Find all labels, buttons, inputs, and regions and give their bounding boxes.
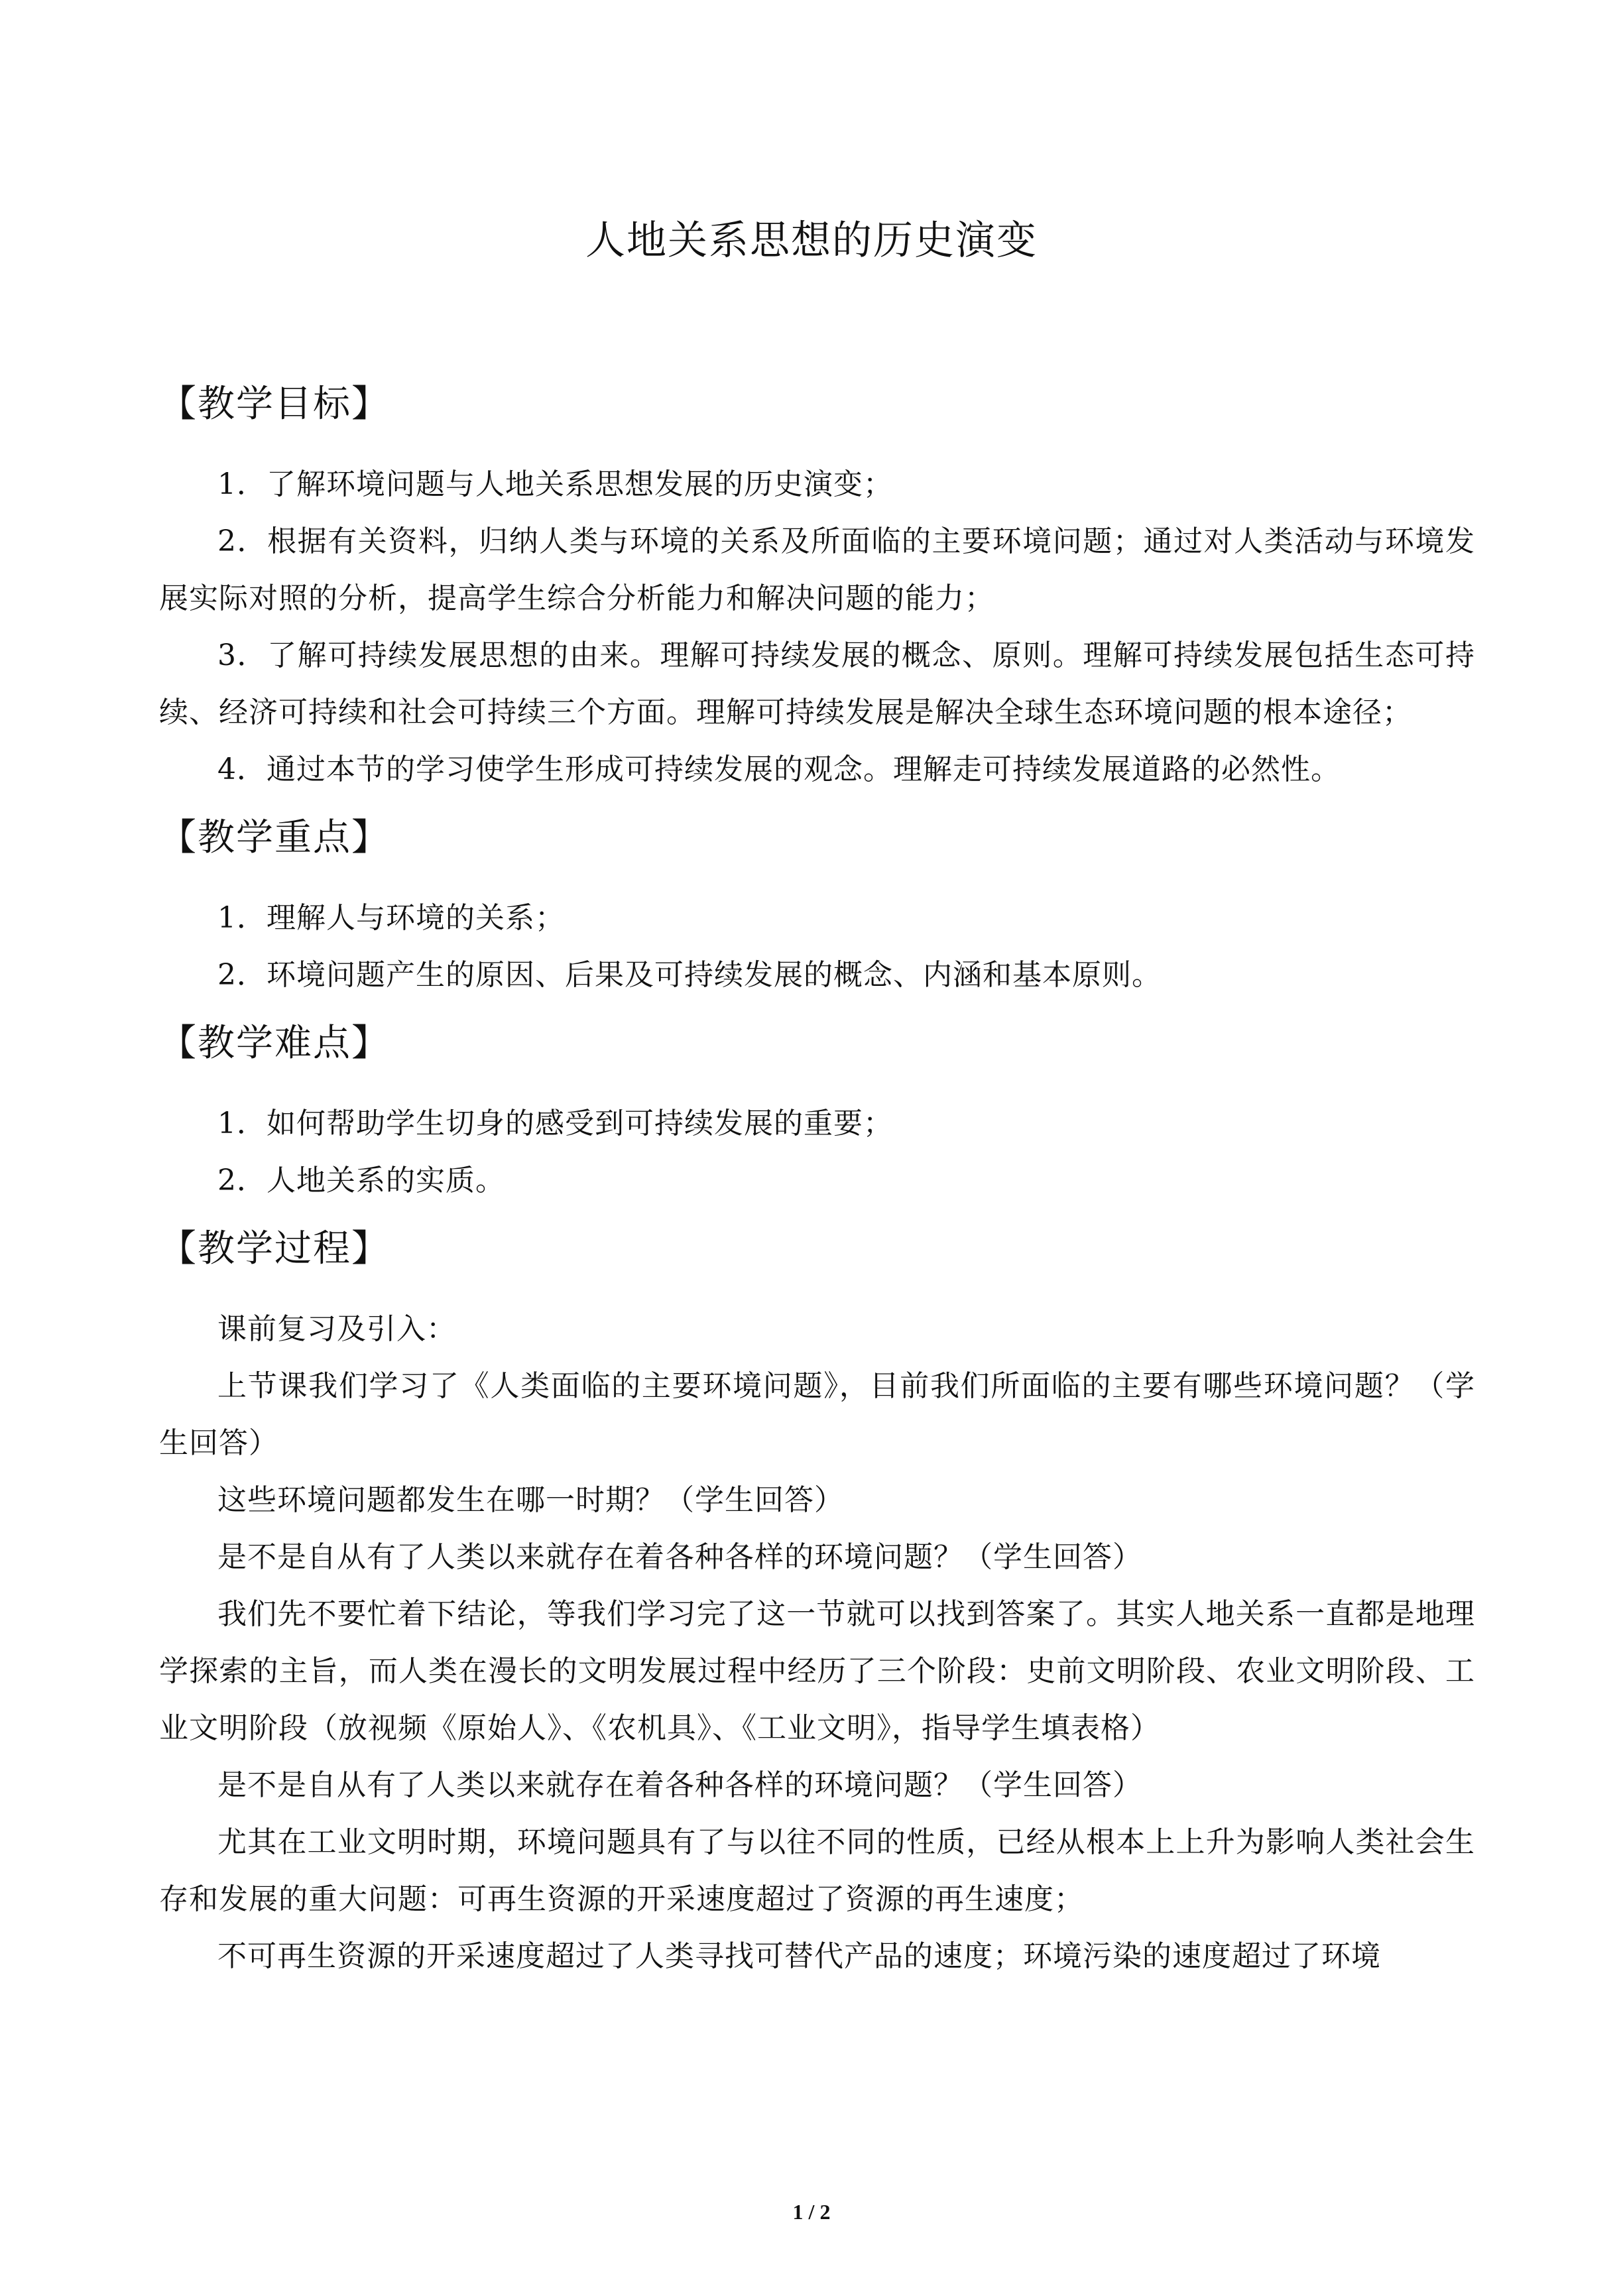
section-heading-process: 【教学过程】	[159, 1227, 390, 1270]
objective-item: 1．了解环境问题与人地关系思想发展的历史演变；	[217, 467, 893, 501]
objective-item: 4．通过本节的学习使学生形成可持续发展的观念。理解走可持续发展道路的必然性。	[217, 753, 1341, 786]
process-paragraph: 课前复习及引入：	[217, 1312, 456, 1346]
objectives-list	[159, 456, 1475, 798]
process-paragraph: 这些环境问题都发生在哪一时期？（学生回答）	[217, 1483, 844, 1517]
process-body	[159, 1301, 1475, 1985]
section-heading-difficulties: 【教学难点】	[159, 1022, 390, 1065]
process-paragraph: 是不是自从有了人类以来就存在着各种各样的环境问题？（学生回答）	[217, 1540, 1142, 1574]
process-paragraph: 尤其在工业文明时期，环境问题具有了与以往不同的性质，已经从根本上上升为影响人类社会生存和发展的重大问题：可再生资源的开采速度超过了资源的再生速度；	[159, 1825, 1475, 1916]
key-point-item: 1．理解人与环境的关系；	[217, 901, 565, 935]
process-paragraph: 是不是自从有了人类以来就存在着各种各样的环境问题？（学生回答）	[217, 1768, 1142, 1802]
page-number: 1 / 2	[792, 2200, 831, 2224]
difficulties-list	[159, 1095, 1475, 1209]
difficulty-item: 1．如何帮助学生切身的感受到可持续发展的重要；	[217, 1107, 893, 1140]
objective-item: 2．根据有关资料，归纳人类与环境的关系及所面临的主要环境问题；通过对人类活动与环境发展实际对照的分析，提高学生综合分析能力和解决问题的能力；	[159, 524, 1475, 615]
document-body	[159, 371, 1475, 1998]
page-title: 人地关系思想的历史演变	[585, 217, 1038, 264]
objective-item: 3．了解可持续发展思想的由来。理解可持续发展的概念、原则。理解可持续发展包括生态可持续、经济可持续和社会可持续三个方面。理解可持续发展是解决全球生态环境问题的根本途径；	[159, 638, 1475, 729]
process-paragraph: 上节课我们学习了《人类面临的主要环境问题》，目前我们所面临的主要有哪些环境问题？（学生回答）	[159, 1369, 1475, 1460]
key-points-list	[159, 890, 1475, 1004]
section-heading-objectives: 【教学目标】	[159, 383, 390, 426]
key-point-item: 2．环境问题产生的原因、后果及可持续发展的概念、内涵和基本原则。	[217, 958, 1162, 992]
section-heading-key-points: 【教学重点】	[159, 816, 390, 859]
difficulty-item: 2．人地关系的实质。	[217, 1164, 505, 1197]
process-paragraph: 不可再生资源的开采速度超过了人类寻找可替代产品的速度；环境污染的速度超过了环境	[217, 1939, 1381, 1973]
process-paragraph: 我们先不要忙着下结论，等我们学习完了这一节就可以找到答案了。其实人地关系一直都是地理学探索的主旨，而人类在漫长的文明发展过程中经历了三个阶段：史前文明阶段、农业文明阶段、工业文明阶段（放视频《原始人》、《农机具》、《工业文明》，指导学生填表格）	[159, 1597, 1475, 1745]
